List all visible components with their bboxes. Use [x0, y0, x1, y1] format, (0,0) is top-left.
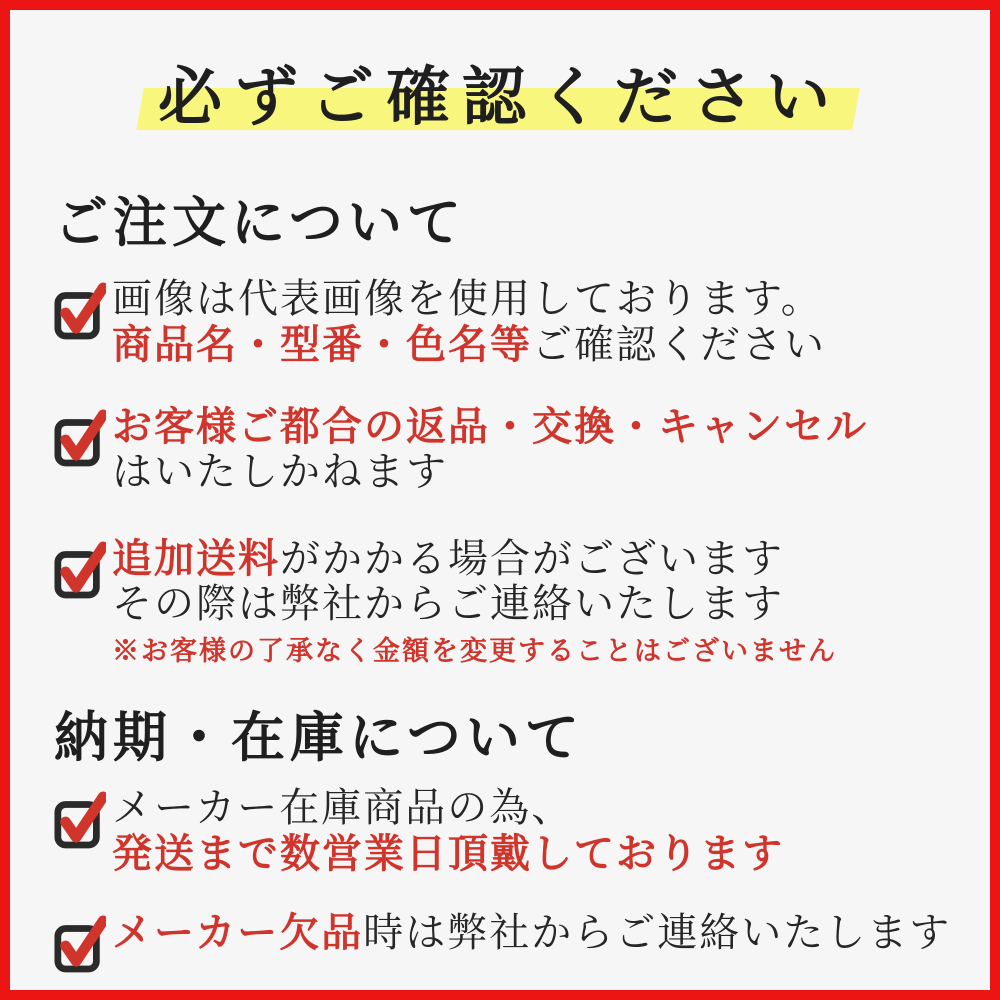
item-text — [112, 404, 868, 495]
item-note-red: ※お客様の了承なく金額を変更することはございません — [112, 635, 837, 667]
checkbox-checked-icon — [54, 912, 106, 974]
item-text-red: 商品名・型番・色名等 — [112, 320, 532, 368]
item-text — [112, 277, 826, 368]
list-item-representative-image — [54, 277, 954, 368]
section-heading-orders: ご注文について — [54, 190, 466, 254]
list-item-maker-stock — [54, 786, 954, 877]
checkbox-checked-icon — [54, 538, 106, 600]
item-text — [112, 786, 784, 877]
title-wrap — [158, 46, 842, 138]
checkbox-checked-icon — [54, 788, 106, 850]
item-text-black: メーカー在庫商品の為、 — [112, 785, 574, 832]
item-text-black: その際は弊社からご連絡いたします — [112, 580, 784, 627]
item-text-black: ご確認ください — [532, 321, 826, 368]
section-heading-delivery-stock: 納期・在庫について — [54, 705, 584, 770]
page-title: 必ずご確認ください — [158, 60, 842, 135]
notice-content — [10, 190, 990, 974]
item-text-black: 時は弊社からご連絡いたします — [363, 909, 952, 956]
item-text-red: メーカー欠品 — [112, 908, 364, 956]
list-item-returns — [54, 404, 954, 495]
checkbox-checked-icon — [54, 279, 106, 341]
checkbox-checked-icon — [54, 406, 106, 468]
item-text-black: 画像は代表画像を使用しております。 — [112, 275, 823, 322]
title-row — [10, 10, 990, 140]
item-text-black: はいたしかねます — [112, 449, 448, 496]
item-text — [112, 910, 951, 956]
list-item-extra-shipping — [54, 536, 954, 668]
item-text — [112, 536, 837, 668]
list-item-maker-shortage — [54, 910, 954, 974]
item-text-red: 発送まで数営業日頂戴しております — [112, 830, 784, 878]
item-text-red: お客様ご都合の返品・交換・キャンセル — [112, 403, 868, 451]
item-text-red: 追加送料 — [112, 534, 280, 582]
item-text-black: がかかる場合がございます — [280, 535, 784, 582]
